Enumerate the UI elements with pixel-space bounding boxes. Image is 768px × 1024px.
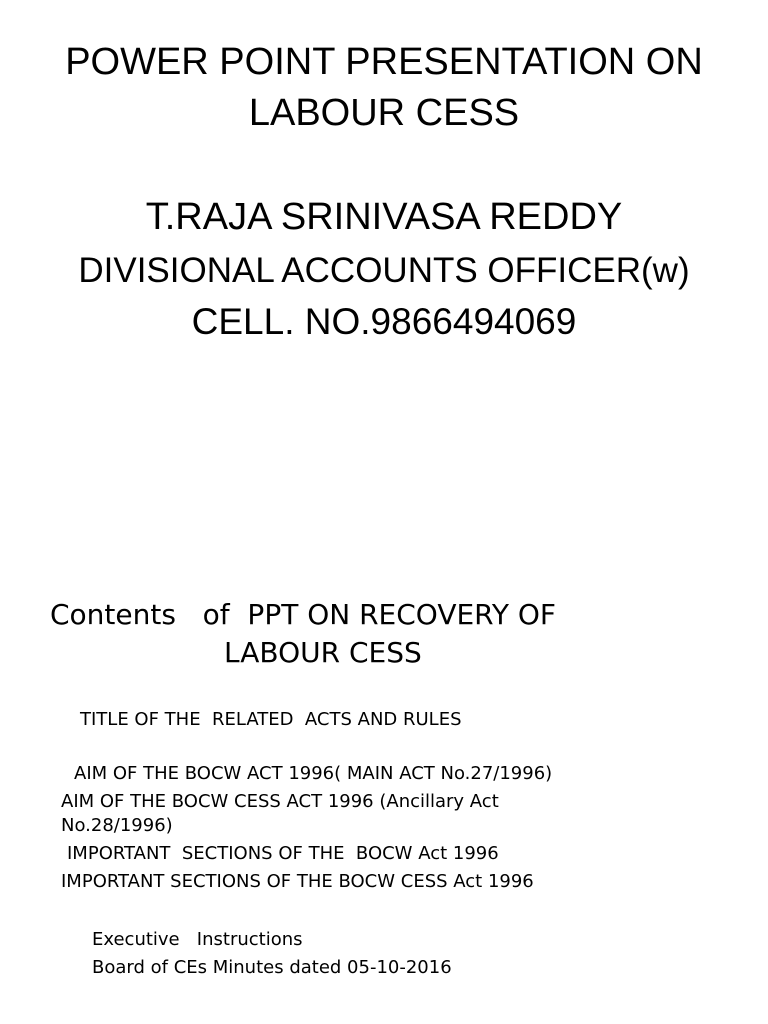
presentation-title-line-1: POWER POINT PRESENTATION ON <box>65 41 703 83</box>
contents-slide <box>0 512 768 1024</box>
contents-heading-line-1: Contents of PPT ON RECOVERY OF <box>50 598 556 631</box>
presenter-name: T.RAJA SRINIVASA REDDY <box>145 196 623 238</box>
contents-heading-line-2: LABOUR CESS <box>224 636 422 669</box>
presentation-title-line-2: LABOUR CESS <box>248 92 520 134</box>
contents-item: AIM OF THE BOCW ACT 1996( MAIN ACT No.27/1996) <box>74 763 553 784</box>
contents-item: Executive Instructions <box>92 929 303 950</box>
contents-item: IMPORTANT SECTIONS OF THE BOCW CESS Act 1996 <box>61 871 534 892</box>
presenter-designation: DIVISIONAL ACCOUNTS OFFICER(w) <box>78 251 690 290</box>
contents-item: IMPORTANT SECTIONS OF THE BOCW Act 1996 <box>67 843 499 864</box>
contents-item-continuation: No.28/1996) <box>61 815 173 836</box>
contents-item: Board of CEs Minutes dated 05-10-2016 <box>92 957 452 978</box>
contents-item: AIM OF THE BOCW CESS ACT 1996 (Ancillary Act <box>61 791 499 812</box>
presenter-cell-number: CELL. NO.9866494069 <box>191 301 577 342</box>
contents-item: TITLE OF THE RELATED ACTS AND RULES <box>80 709 462 730</box>
